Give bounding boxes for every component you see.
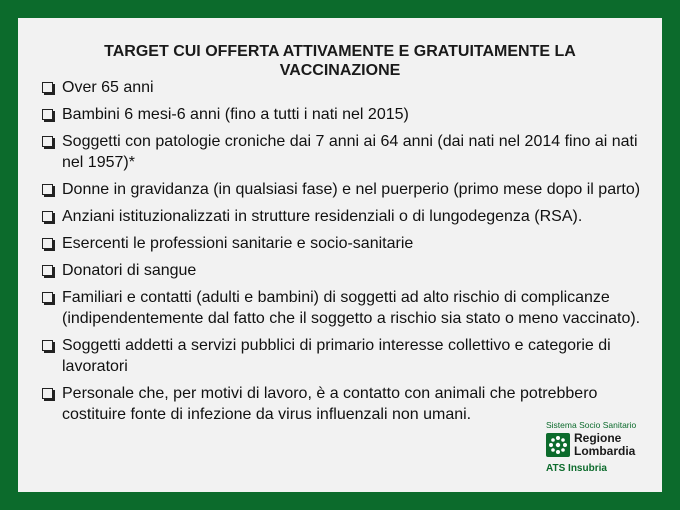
list-item (42, 131, 646, 173)
list-item-text: Bambini 6 mesi-6 anni (fino a tutti i nati nel 2015) (62, 106, 409, 123)
title-line-2: VACCINAZIONE (279, 62, 401, 79)
list-item (42, 77, 646, 98)
list-item-text: Familiari e contatti (adulti e bambini) di soggetti ad alto rischio di complicanze (indipendentemente dal fatto che il soggetto a rischio sia stato o meno vaccinato). (62, 289, 641, 327)
checkbox-bullet-icon (42, 109, 53, 120)
checkbox-bullet-icon (42, 136, 53, 147)
list-item-text: Esercenti le professioni sanitarie e socio-sanitarie (62, 235, 414, 252)
checkbox-bullet-icon (42, 292, 53, 303)
list-item-text: Soggetti addetti a servizi pubblici di primario interesse collettivo e categorie di lavoratori (62, 337, 611, 375)
list-item-text: Soggetti con patologie croniche dai 7 anni ai 64 anni (dai nati nel 2014 fino ai nati nel 1957)* (62, 133, 638, 171)
checkbox-bullet-icon (42, 184, 53, 195)
logo-name-line-1: Regione (574, 431, 622, 445)
slide-title (58, 42, 622, 80)
list-item (42, 383, 646, 425)
regione-lombardia-logo (546, 420, 656, 482)
list-item-text: Donatori di sangue (62, 262, 197, 279)
list-item (42, 104, 646, 125)
list-item-text: Anziani istituzionalizzati in strutture residenziali o di lungodegenza (RSA). (62, 208, 583, 225)
checkbox-bullet-icon (42, 211, 53, 222)
rosa-camuna-icon (546, 433, 570, 457)
list-item-text: Donne in gravidanza (in qualsiasi fase) e nel puerperio (primo mese dopo il parto) (62, 181, 641, 198)
checkbox-bullet-icon (42, 238, 53, 249)
list-item (42, 335, 646, 377)
list-item (42, 179, 646, 200)
target-list (42, 77, 646, 431)
list-item-text: Over 65 anni (62, 79, 154, 96)
list-item (42, 206, 646, 227)
logo-name (574, 432, 635, 457)
slide (18, 18, 662, 492)
logo-name-line-2: Lombardia (574, 443, 636, 458)
list-item (42, 287, 646, 329)
checkbox-bullet-icon (42, 340, 53, 351)
logo-system-label: Sistema Socio Sanitario (546, 420, 637, 430)
title-line-1: TARGET CUI OFFERTA ATTIVAMENTE E GRATUITAMENTE LA (104, 43, 576, 60)
list-item-text: Personale che, per motivi di lavoro, è a contatto con animali che potrebbero costituire fonte di infezione da virus influenzali non umani. (62, 385, 598, 423)
checkbox-bullet-icon (42, 82, 53, 93)
list-item (42, 260, 646, 281)
checkbox-bullet-icon (42, 388, 53, 399)
checkbox-bullet-icon (42, 265, 53, 276)
logo-ats-label: ATS Insubria (546, 463, 607, 474)
list-item (42, 233, 646, 254)
